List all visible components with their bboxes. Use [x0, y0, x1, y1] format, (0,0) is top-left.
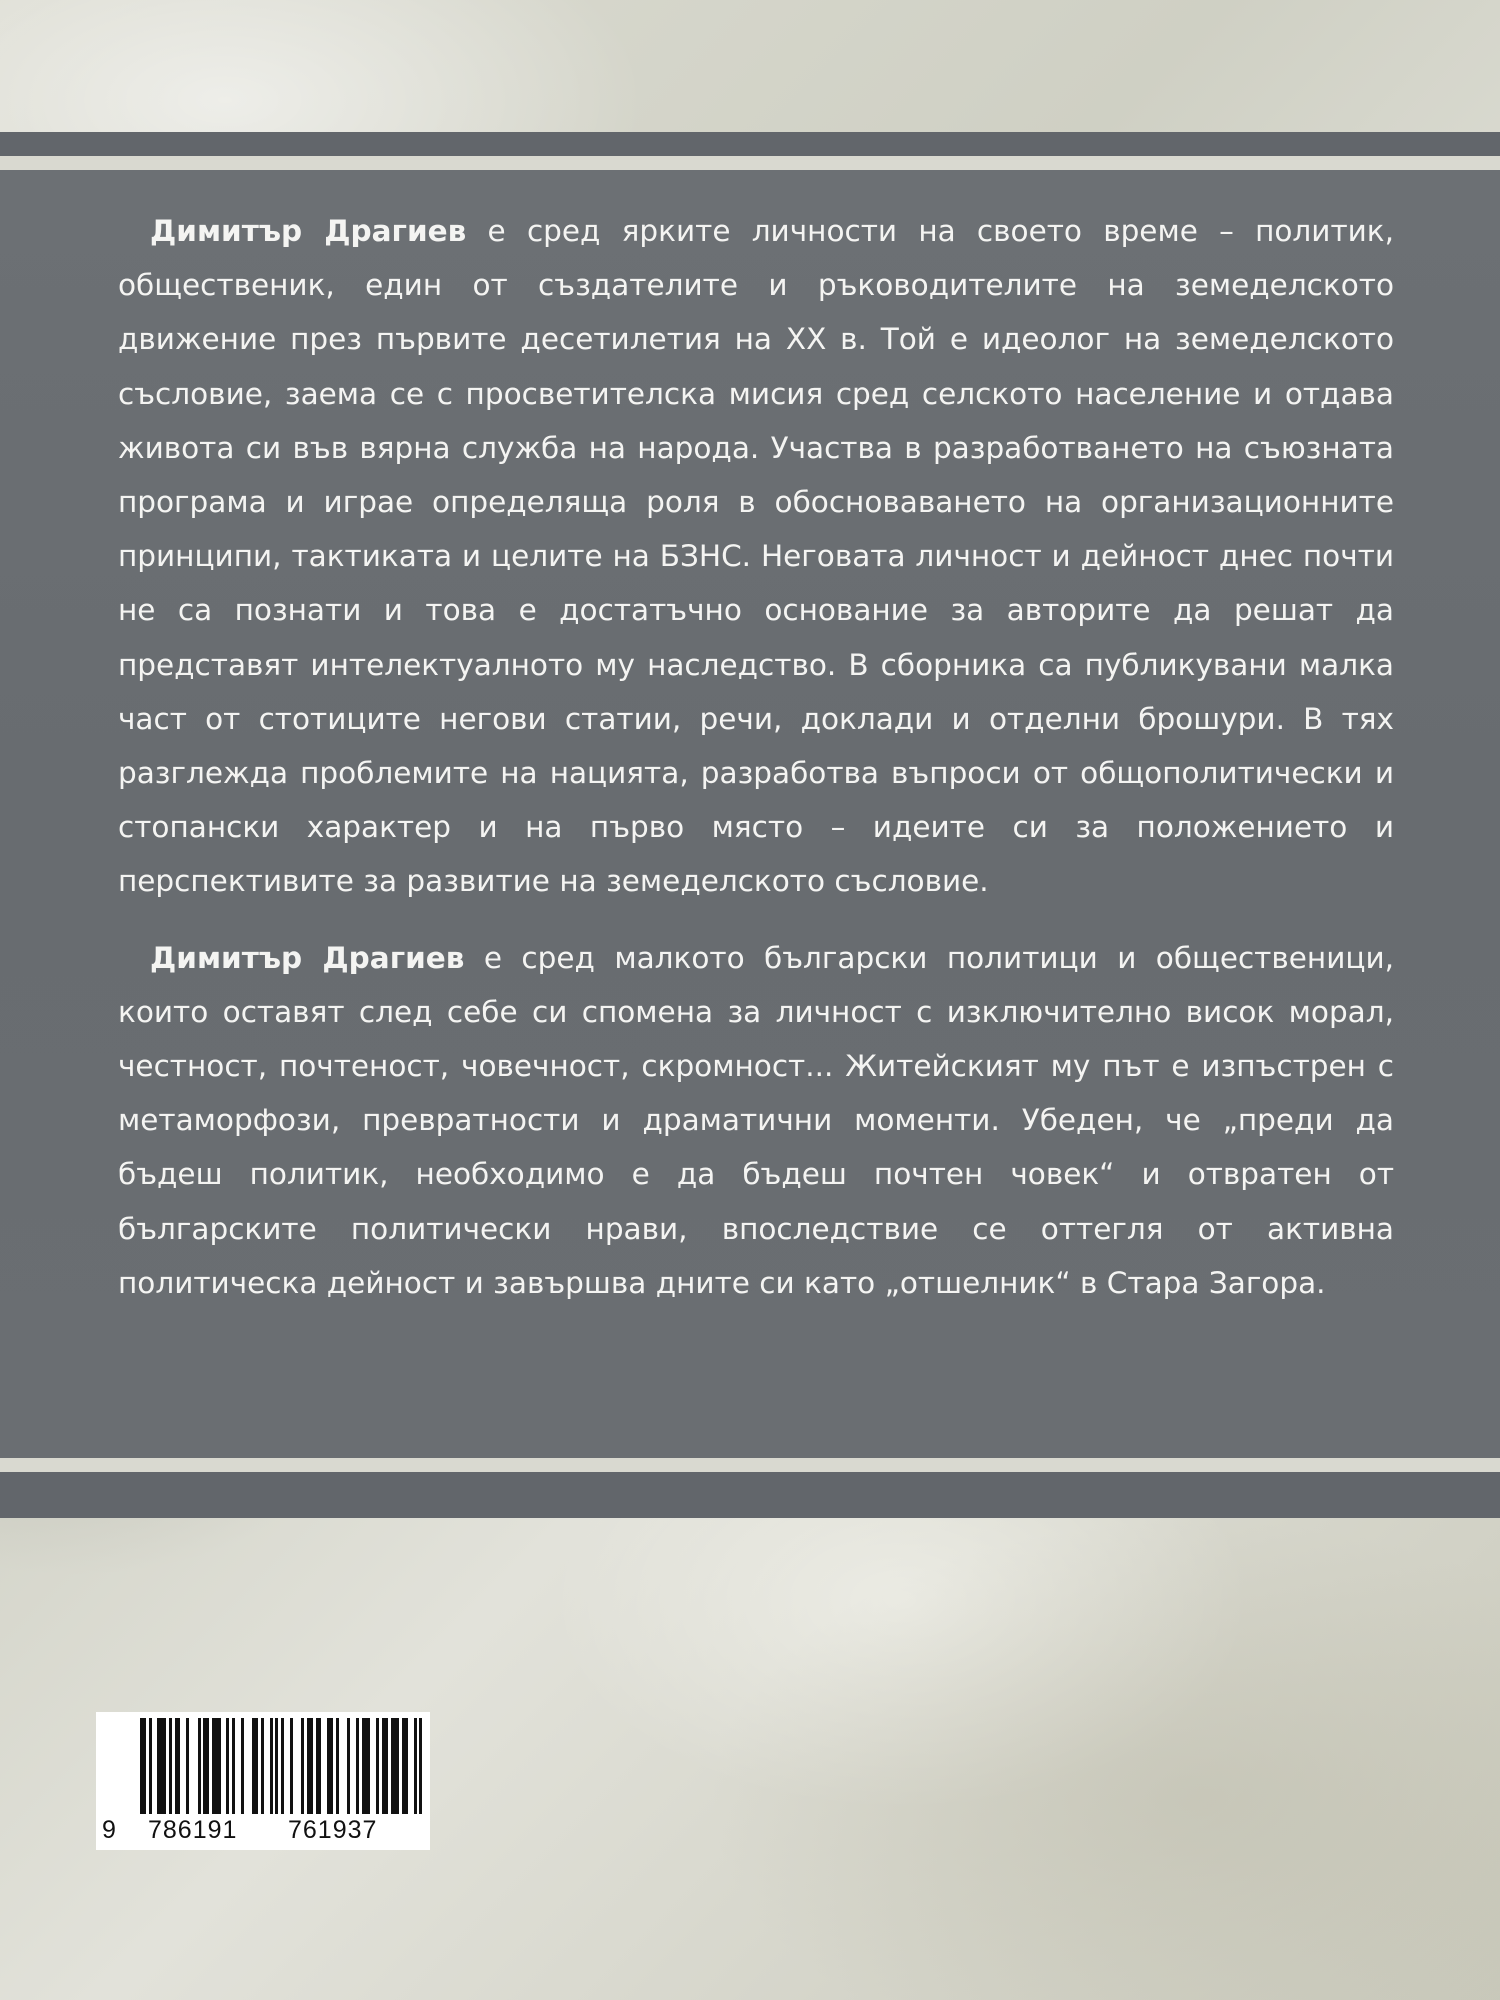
barcode-digits-right: 761937	[288, 1816, 378, 1844]
barcode-digit-first: 9	[102, 1816, 116, 1844]
barcode-bar	[362, 1718, 371, 1814]
barcode-bars	[140, 1718, 426, 1814]
author-name: Димитър Драгиев	[150, 940, 465, 975]
top-dark-stripe	[0, 132, 1500, 156]
barcode-bar	[189, 1718, 198, 1814]
bottom-light-stripe	[0, 1458, 1500, 1472]
paragraph-text: е сред малкото български политици и общественици, които оставят след себе си спомена за личност с изключително висок морал, честност, почтеност, човечност, скромност... Житейският му път е изпъстрен с метаморфози, превратности и драматични моменти. Убеден, че „преди да бъдеш политик, необходимо е да бъдеш почтен човек“ и отвратен от българските политически нрави, впоследствие се оттегля от активна политическа дейност и завършва дните си като „отшелник“ в Стара Загора.	[118, 940, 1394, 1300]
barcode-digits	[102, 1816, 428, 1846]
barcode-bar	[244, 1718, 253, 1814]
top-light-stripe	[0, 156, 1500, 170]
isbn-barcode	[96, 1712, 430, 1850]
barcode-bar	[422, 1718, 425, 1814]
blurb-paragraph-2	[118, 931, 1394, 1310]
paragraph-text: е сред ярките личности на своето време – политик, общественик, един от създателите и ръководителите на земеделското движение през първите десетилетия на XX в. Той е идеолог на земеделското съсловие, заема се с просветителска мисия сред селското население и отдава живота си във вярна служба на народа. Участва в разработването на съюзната програма и играе определяща роля в обосноваването на организационните принципи, тактиката и целите на БЗНС. Неговата личност и дейност днес почти не са познати и това е достатъчно основание за авторите да решат да представят интелектуалното му наследство. В сборника са публикувани малка част от стотиците негови статии, речи, доклади и отделни брошури. В тях разглежда проблемите на нацията, разработва въпроси от общополитически и стопански характер и на първо място – идеите си за положението и перспективите за развитие на земеделското съсловие.	[118, 214, 1395, 899]
barcode-bar	[339, 1718, 348, 1814]
blurb	[118, 204, 1394, 1310]
blurb-paragraph-1	[118, 204, 1394, 909]
barcode-bar	[157, 1718, 166, 1814]
author-name: Димитър Драгиев	[150, 214, 467, 248]
barcode-bar	[212, 1718, 221, 1814]
barcode-digits-left: 786191	[148, 1816, 238, 1844]
barcode-bar	[391, 1718, 400, 1814]
barcode-bar	[293, 1718, 302, 1814]
bottom-dark-stripe	[0, 1472, 1500, 1518]
